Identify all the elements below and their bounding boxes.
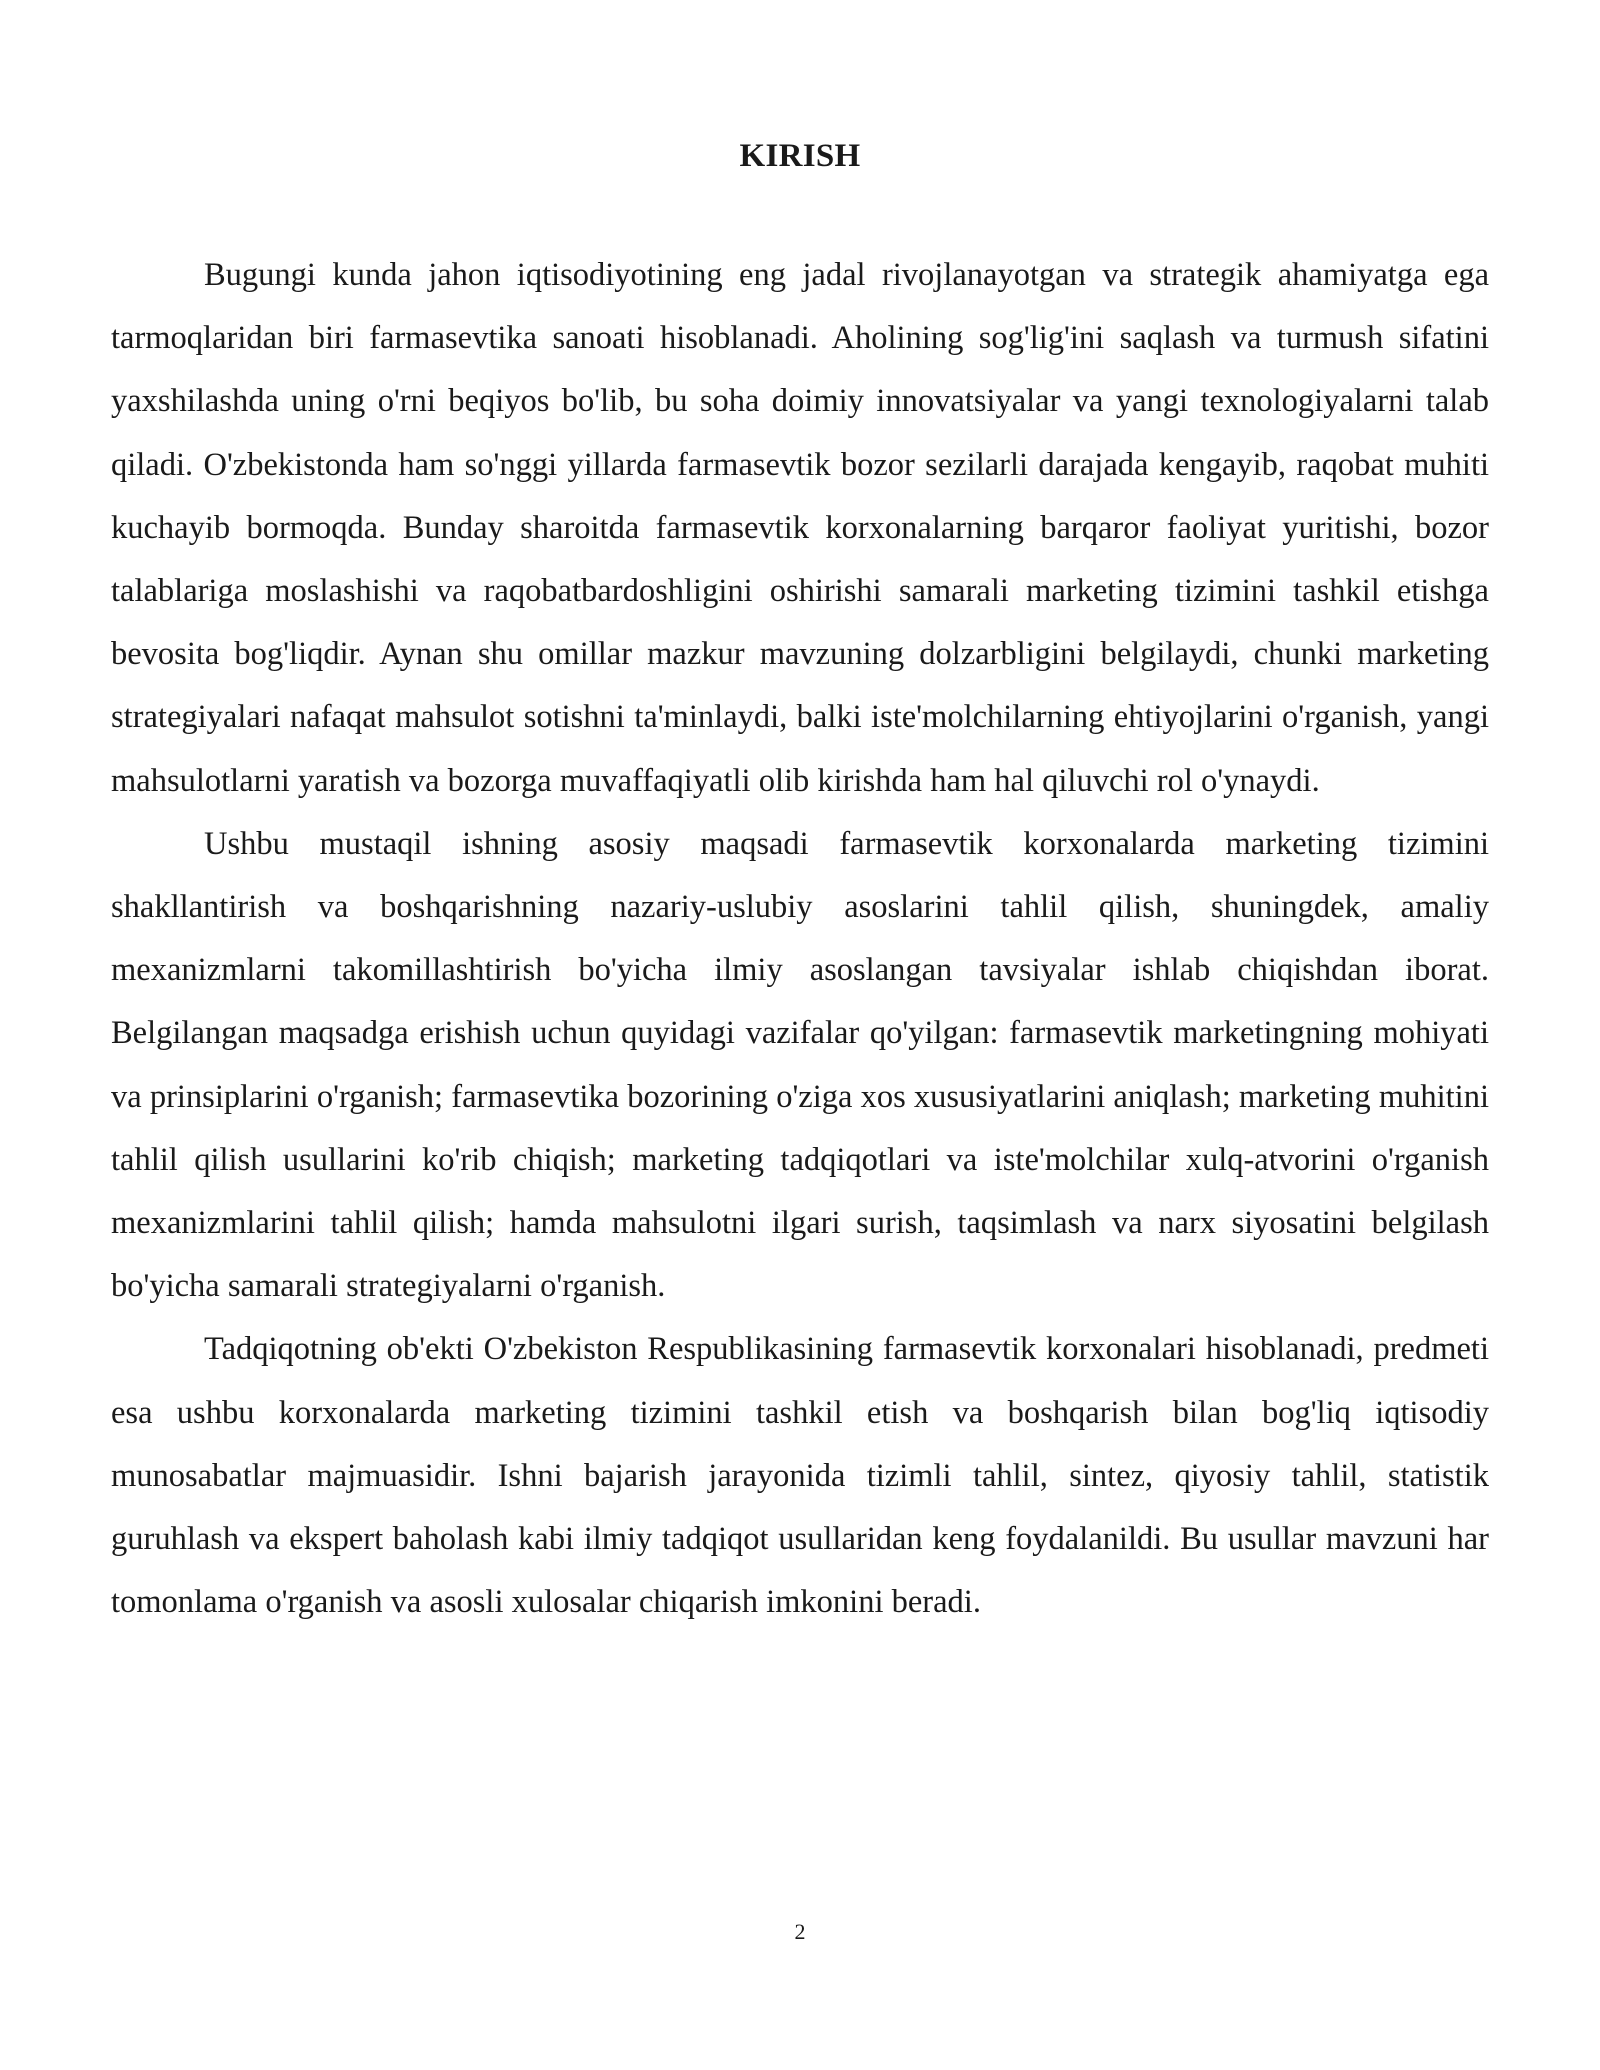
section-heading: KIRISH	[739, 138, 861, 175]
paragraph-object-methods: Tadqiqotning ob'ekti O'zbekiston Respublikasining farmasevtik korxonalari hisoblanadi, predmeti esa ushbu korxonalarda marketing tizimini tashkil etish va boshqarish bilan bog'liq iqtisodiy munosabatlar majmuasidir. Ishni bajarish jarayonida tizimli tahlil, sintez, qiyosiy tahlil, statistik guruhlash va ekspert baholash kabi ilmiy tadqiqot usullaridan keng foydalanildi. Bu usullar mavzuni har tomonlama o'rganish va asosli xulosalar chiqarish imkonini beradi.	[111, 1331, 1489, 1621]
paragraph-relevance: Bugungi kunda jahon iqtisodiyotining eng jadal rivojlanayotgan va strategik ahamiyatga ega tarmoqlaridan biri farmasevtika sanoati hisoblanadi. Aholining sog'lig'ini saqlash va turmush sifatini yaxshilashda uning o'rni beqiyos bo'lib, bu soha doimiy innovatsiyalar va yangi texnologiyalarni talab qiladi. O'zbekistonda ham so'nggi yillarda farmasevtik bozor sezilarli darajada kengayib, raqobat muhiti kuchayib bormoqda. Bunday sharoitda farmasevtik korxonalarning barqaror faoliyat yuritishi, bozor talablariga moslashishi va raqobatbardoshligini oshirishi samarali marketing tizimini tashkil etishga bevosita bog'liqdir. Aynan shu omillar mazkur mavzuning dolzarbligini belgilaydi, chunki marketing strategiyalari nafaqat mahsulot sotishni ta'minlaydi, balki iste'molchilarning ehtiyojlarini o'rganish, yangi mahsulotlarni yaratish va bozorga muvaffaqiyatli olib kirishda ham hal qiluvchi rol o'ynaydi.	[111, 257, 1489, 799]
body-text	[111, 244, 1489, 1634]
page-number: 2	[794, 1919, 806, 1944]
paragraph-goals: Ushbu mustaqil ishning asosiy maqsadi farmasevtik korxonalarda marketing tizimini shakllantirish va boshqarishning nazariy-uslubiy asoslarini tahlil qilish, shuningdek, amaliy mexanizmlarni takomillashtirish bo'yicha ilmiy asoslangan tavsiyalar ishlab chiqishdan iborat. Belgilangan maqsadga erishish uchun quyidagi vazifalar qo'yilgan: farmasevtik marketingning mohiyati va prinsiplarini o'rganish; farmasevtika bozorining o'ziga xos xususiyatlarini aniqlash; marketing muhitini tahlil qilish usullarini ko'rib chiqish; marketing tadqiqotlari va iste'molchilar xulq-atvorini o'rganish mexanizmlarini tahlil qilish; hamda mahsulotni ilgari surish, taqsimlash va narx siyosatini belgilash bo'yicha samarali strategiyalarni o'rganish.	[111, 825, 1489, 1305]
